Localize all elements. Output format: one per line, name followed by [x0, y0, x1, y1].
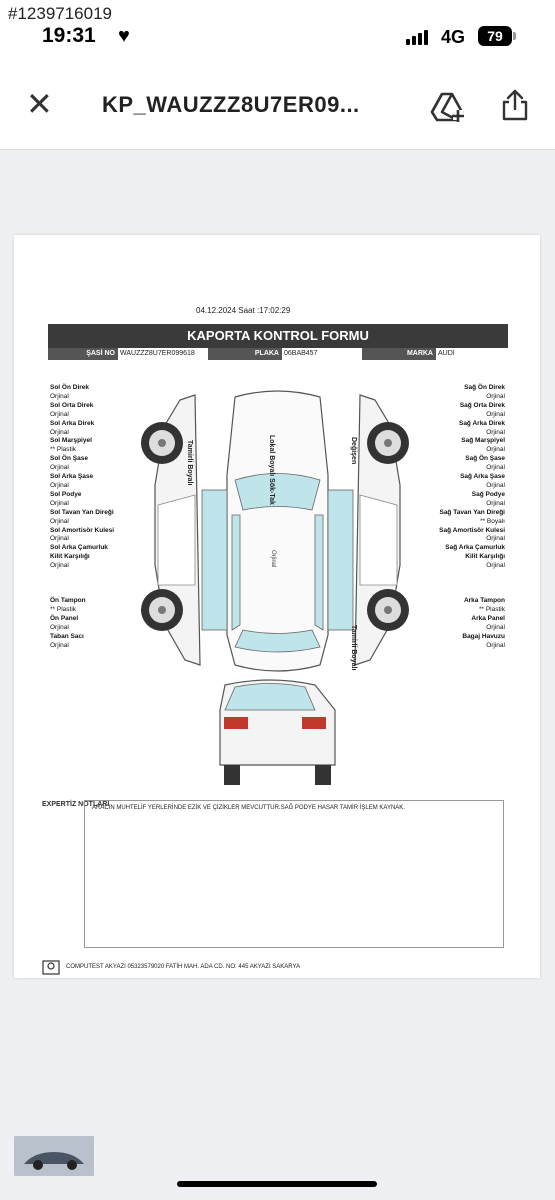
- add-to-drive-icon[interactable]: [430, 90, 464, 124]
- part-status: Orjinal: [486, 481, 505, 489]
- part-name: Sağ Orta Direk: [459, 401, 505, 409]
- part-name: Arka Panel: [471, 614, 505, 622]
- right-side-car: [355, 395, 409, 665]
- front-parts-list: [50, 597, 86, 650]
- right-front-status: Değişen: [350, 437, 357, 465]
- signal-icon: [406, 30, 428, 45]
- battery-icon: [478, 26, 512, 46]
- part-name: Ön Panel: [50, 614, 79, 622]
- part-status: Orjinal: [50, 428, 69, 436]
- rear-view-car: [220, 680, 335, 785]
- report-date: 04.12.2024 Saat :17:02:29: [196, 306, 291, 315]
- part-status: Orjinal: [486, 464, 505, 472]
- part-name: Kilit Karşılığı: [465, 553, 505, 561]
- part-status: ** Plastik: [50, 446, 77, 454]
- part-name: Sol Orta Direk: [50, 401, 94, 409]
- battery-level: 79: [487, 28, 503, 44]
- part-name: Sol Arka Direk: [50, 419, 95, 427]
- location-icon: [42, 958, 60, 976]
- part-status: Orjinal: [50, 623, 69, 631]
- heart-icon: ♥: [118, 25, 130, 47]
- part-status: ** Boyalı: [480, 517, 505, 525]
- plate-label: PLAKA: [208, 348, 282, 360]
- right-rear-status: Tamirli Boyalı: [350, 625, 357, 671]
- vehicle-info-row: [48, 348, 508, 360]
- part-name: Bagaj Havuzu: [462, 632, 505, 640]
- plate-value: 06BAB457: [284, 350, 318, 357]
- part-status: Orjinal: [50, 641, 69, 649]
- part-name: Sol Tavan Yan Direği: [50, 508, 114, 516]
- listing-id-watermark: #1239716019: [8, 4, 113, 23]
- form-title-text: KAPORTA KONTROL FORMU: [187, 328, 369, 343]
- status-time: 19:31: [42, 24, 96, 47]
- brand-label: MARKA: [362, 348, 436, 360]
- left-side-car: [141, 395, 200, 665]
- lokal-boyali-label: Lokal Boyalı Sök-Tak: [268, 435, 275, 505]
- rear-parts-list: [462, 597, 505, 650]
- part-status: Orjinal: [486, 428, 505, 436]
- close-button[interactable]: ✕: [26, 86, 53, 122]
- part-status: Orjinal: [50, 499, 69, 507]
- roof-status: Orjinal: [270, 550, 276, 568]
- part-status: Orjinal: [486, 623, 505, 631]
- part-status: Orjinal: [486, 410, 505, 418]
- part-name: Sağ Podye: [471, 490, 505, 498]
- brand-value: AUDI: [438, 350, 455, 357]
- part-name: Sağ Tavan Yan Direği: [439, 508, 505, 516]
- chassis-label: ŞASİ NO: [48, 348, 118, 360]
- part-name: Sağ Arka Şase: [460, 473, 505, 481]
- part-status: Orjinal: [50, 535, 69, 543]
- part-status: Orjinal: [50, 410, 69, 418]
- right-parts-list: [439, 384, 505, 571]
- part-name: Sağ Ön Direk: [464, 384, 505, 391]
- network-type: 4G: [441, 27, 466, 47]
- top-bar: [0, 0, 555, 150]
- part-status: Orjinal: [50, 562, 69, 570]
- part-status: Orjinal: [50, 517, 69, 525]
- form-title: [48, 324, 508, 348]
- part-status: Orjinal: [486, 392, 505, 400]
- part-name: Sol Marşpiyel: [50, 437, 92, 445]
- part-name: Sol Amortisör Kulesi: [50, 526, 115, 534]
- part-name: Sol Arka Şase: [50, 473, 94, 481]
- chassis-value: WAUZZZ8U7ER099618: [120, 350, 195, 357]
- expert-notes-text: ARACIN MUHTELİF YERLERİNDE EZİK VE ÇİZİKLER MEVCUTTUR.SAĞ PODYE HASAR TAMİR İŞLEM KAYNAK.: [92, 805, 405, 811]
- expert-notes-label: EXPERTİZ NOTLARI: [42, 801, 110, 808]
- part-name: Sağ Arka Çamurluk: [445, 544, 505, 552]
- home-indicator[interactable]: [177, 1181, 377, 1187]
- part-status: Orjinal: [486, 641, 505, 649]
- footer-address: COMPUTEST AKYAZI 05323579020 FATİH MAH. ADA CD. NO: 445 AKYAZI SAKARYA: [66, 964, 301, 970]
- part-name: Sağ Arka Direk: [458, 419, 505, 427]
- part-name: Ön Tampon: [50, 597, 86, 604]
- part-name: Sağ Ön Şase: [465, 455, 505, 463]
- part-status: ** Plastik: [478, 605, 505, 613]
- part-name: Sağ Amortisör Kulesi: [439, 526, 505, 534]
- part-status: ** Plastik: [50, 605, 77, 613]
- left-parts-list: [50, 384, 114, 571]
- left-front-status: Tamirli Boyalı: [186, 440, 193, 486]
- part-name: Sol Ön Şase: [50, 455, 88, 463]
- part-name: Sol Ön Direk: [50, 384, 90, 391]
- share-icon[interactable]: [500, 88, 530, 122]
- part-name: Arka Tampon: [463, 597, 505, 604]
- file-title: KP_WAUZZZ8U7ER09...: [102, 92, 360, 117]
- page-thumbnail[interactable]: [14, 1136, 94, 1176]
- expert-notes-box: [84, 800, 504, 948]
- part-status: Orjinal: [486, 535, 505, 543]
- part-name: Sol Arka Çamurluk: [50, 544, 108, 552]
- part-name: Kilit Karşılığı: [50, 553, 90, 561]
- part-status: Orjinal: [486, 446, 505, 454]
- part-status: Orjinal: [50, 464, 69, 472]
- part-status: Orjinal: [486, 562, 505, 570]
- part-name: Sağ Marşpiyel: [461, 437, 505, 445]
- part-status: Orjinal: [50, 392, 69, 400]
- top-view-car: [202, 391, 353, 671]
- part-name: Taban Sacı: [50, 632, 84, 640]
- car-damage-diagram: [140, 385, 415, 785]
- part-status: Orjinal: [486, 499, 505, 507]
- part-status: Orjinal: [50, 481, 69, 489]
- part-name: Sol Podye: [50, 490, 82, 498]
- car-thumbnail-image: [14, 1136, 94, 1176]
